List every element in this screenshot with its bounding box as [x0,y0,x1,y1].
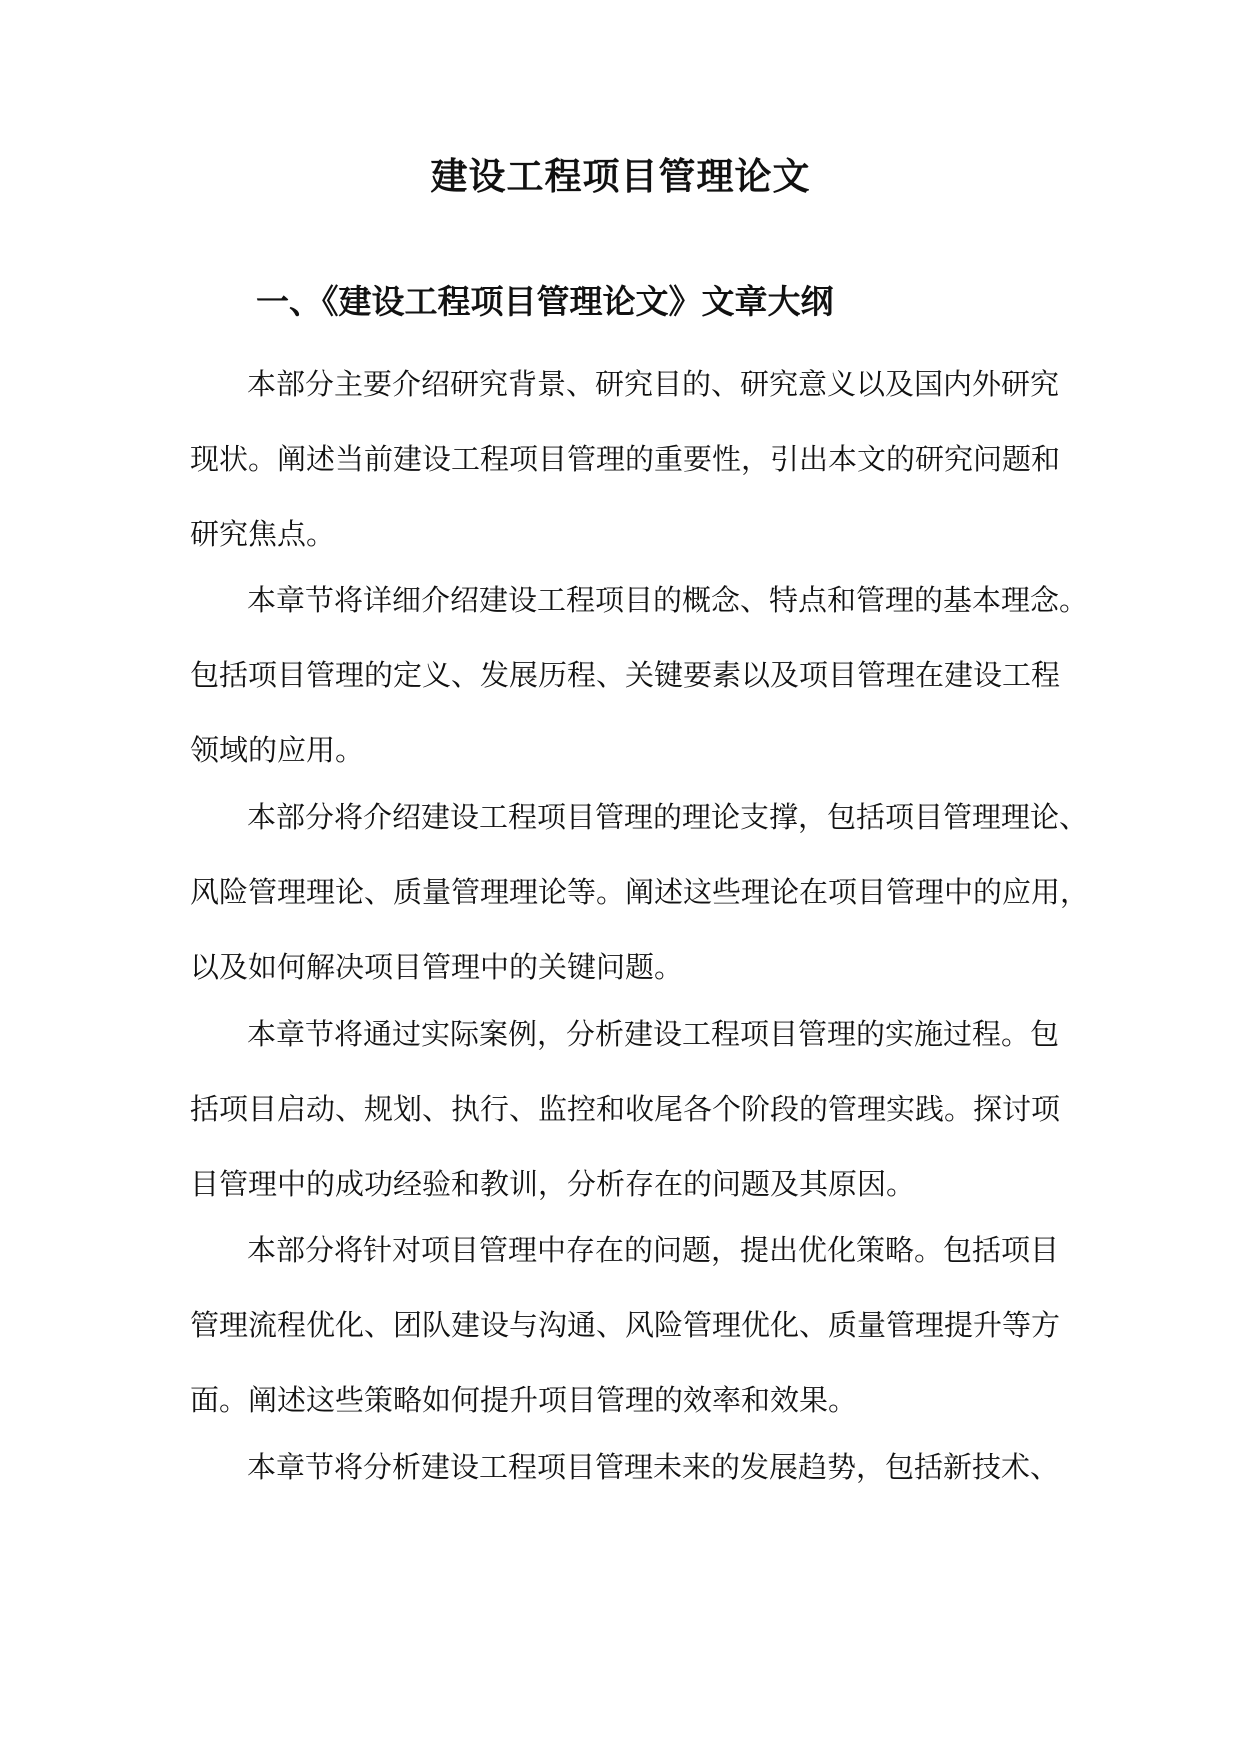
section-heading: 一、《建设工程项目管理论文》文章大纲 [256,282,834,321]
paragraph-line: 本章节将分析建设工程项目管理未来的发展趋势，包括新技术、 [247,1450,1060,1484]
paragraph-line: 本部分将介绍建设工程项目管理的理论支撑，包括项目管理理论、 [247,800,1089,834]
paragraph-line: 本部分主要介绍研究背景、研究目的、研究意义以及国内外研究 [247,367,1060,401]
paragraph-line: 现状。阐述当前建设工程项目管理的重要性，引出本文的研究问题和 [190,442,1061,476]
paragraph-line: 本部分将针对项目管理中存在的问题，提出优化策略。包括项目 [247,1233,1060,1267]
paragraph-line: 研究焦点。 [190,517,336,551]
paragraph-line: 包括项目管理的定义、发展历程、关键要素以及项目管理在建设工程 [190,658,1061,692]
paragraph-line: 本章节将通过实际案例，分析建设工程项目管理的实施过程。包 [247,1017,1060,1051]
paragraph-line: 领域的应用。 [190,733,365,767]
paragraph-line: 以及如何解决项目管理中的关键问题。 [190,950,684,984]
document-title: 建设工程项目管理论文 [430,154,811,198]
paragraph-line: 风险管理理论、质量管理理论等。阐述这些理论在项目管理中的应用， [190,875,1090,909]
paragraph-line: 括项目启动、规划、执行、监控和收尾各个阶段的管理实践。探讨项 [190,1092,1061,1126]
paragraph-line: 面。阐述这些策略如何提升项目管理的效率和效果。 [190,1383,858,1417]
paragraph-line: 目管理中的成功经验和教训，分析存在的问题及其原因。 [190,1167,916,1201]
paragraph-line: 管理流程优化、团队建设与沟通、风险管理优化、质量管理提升等方 [190,1308,1061,1342]
paragraph-line: 本章节将详细介绍建设工程项目的概念、特点和管理的基本理念。 [247,583,1089,617]
